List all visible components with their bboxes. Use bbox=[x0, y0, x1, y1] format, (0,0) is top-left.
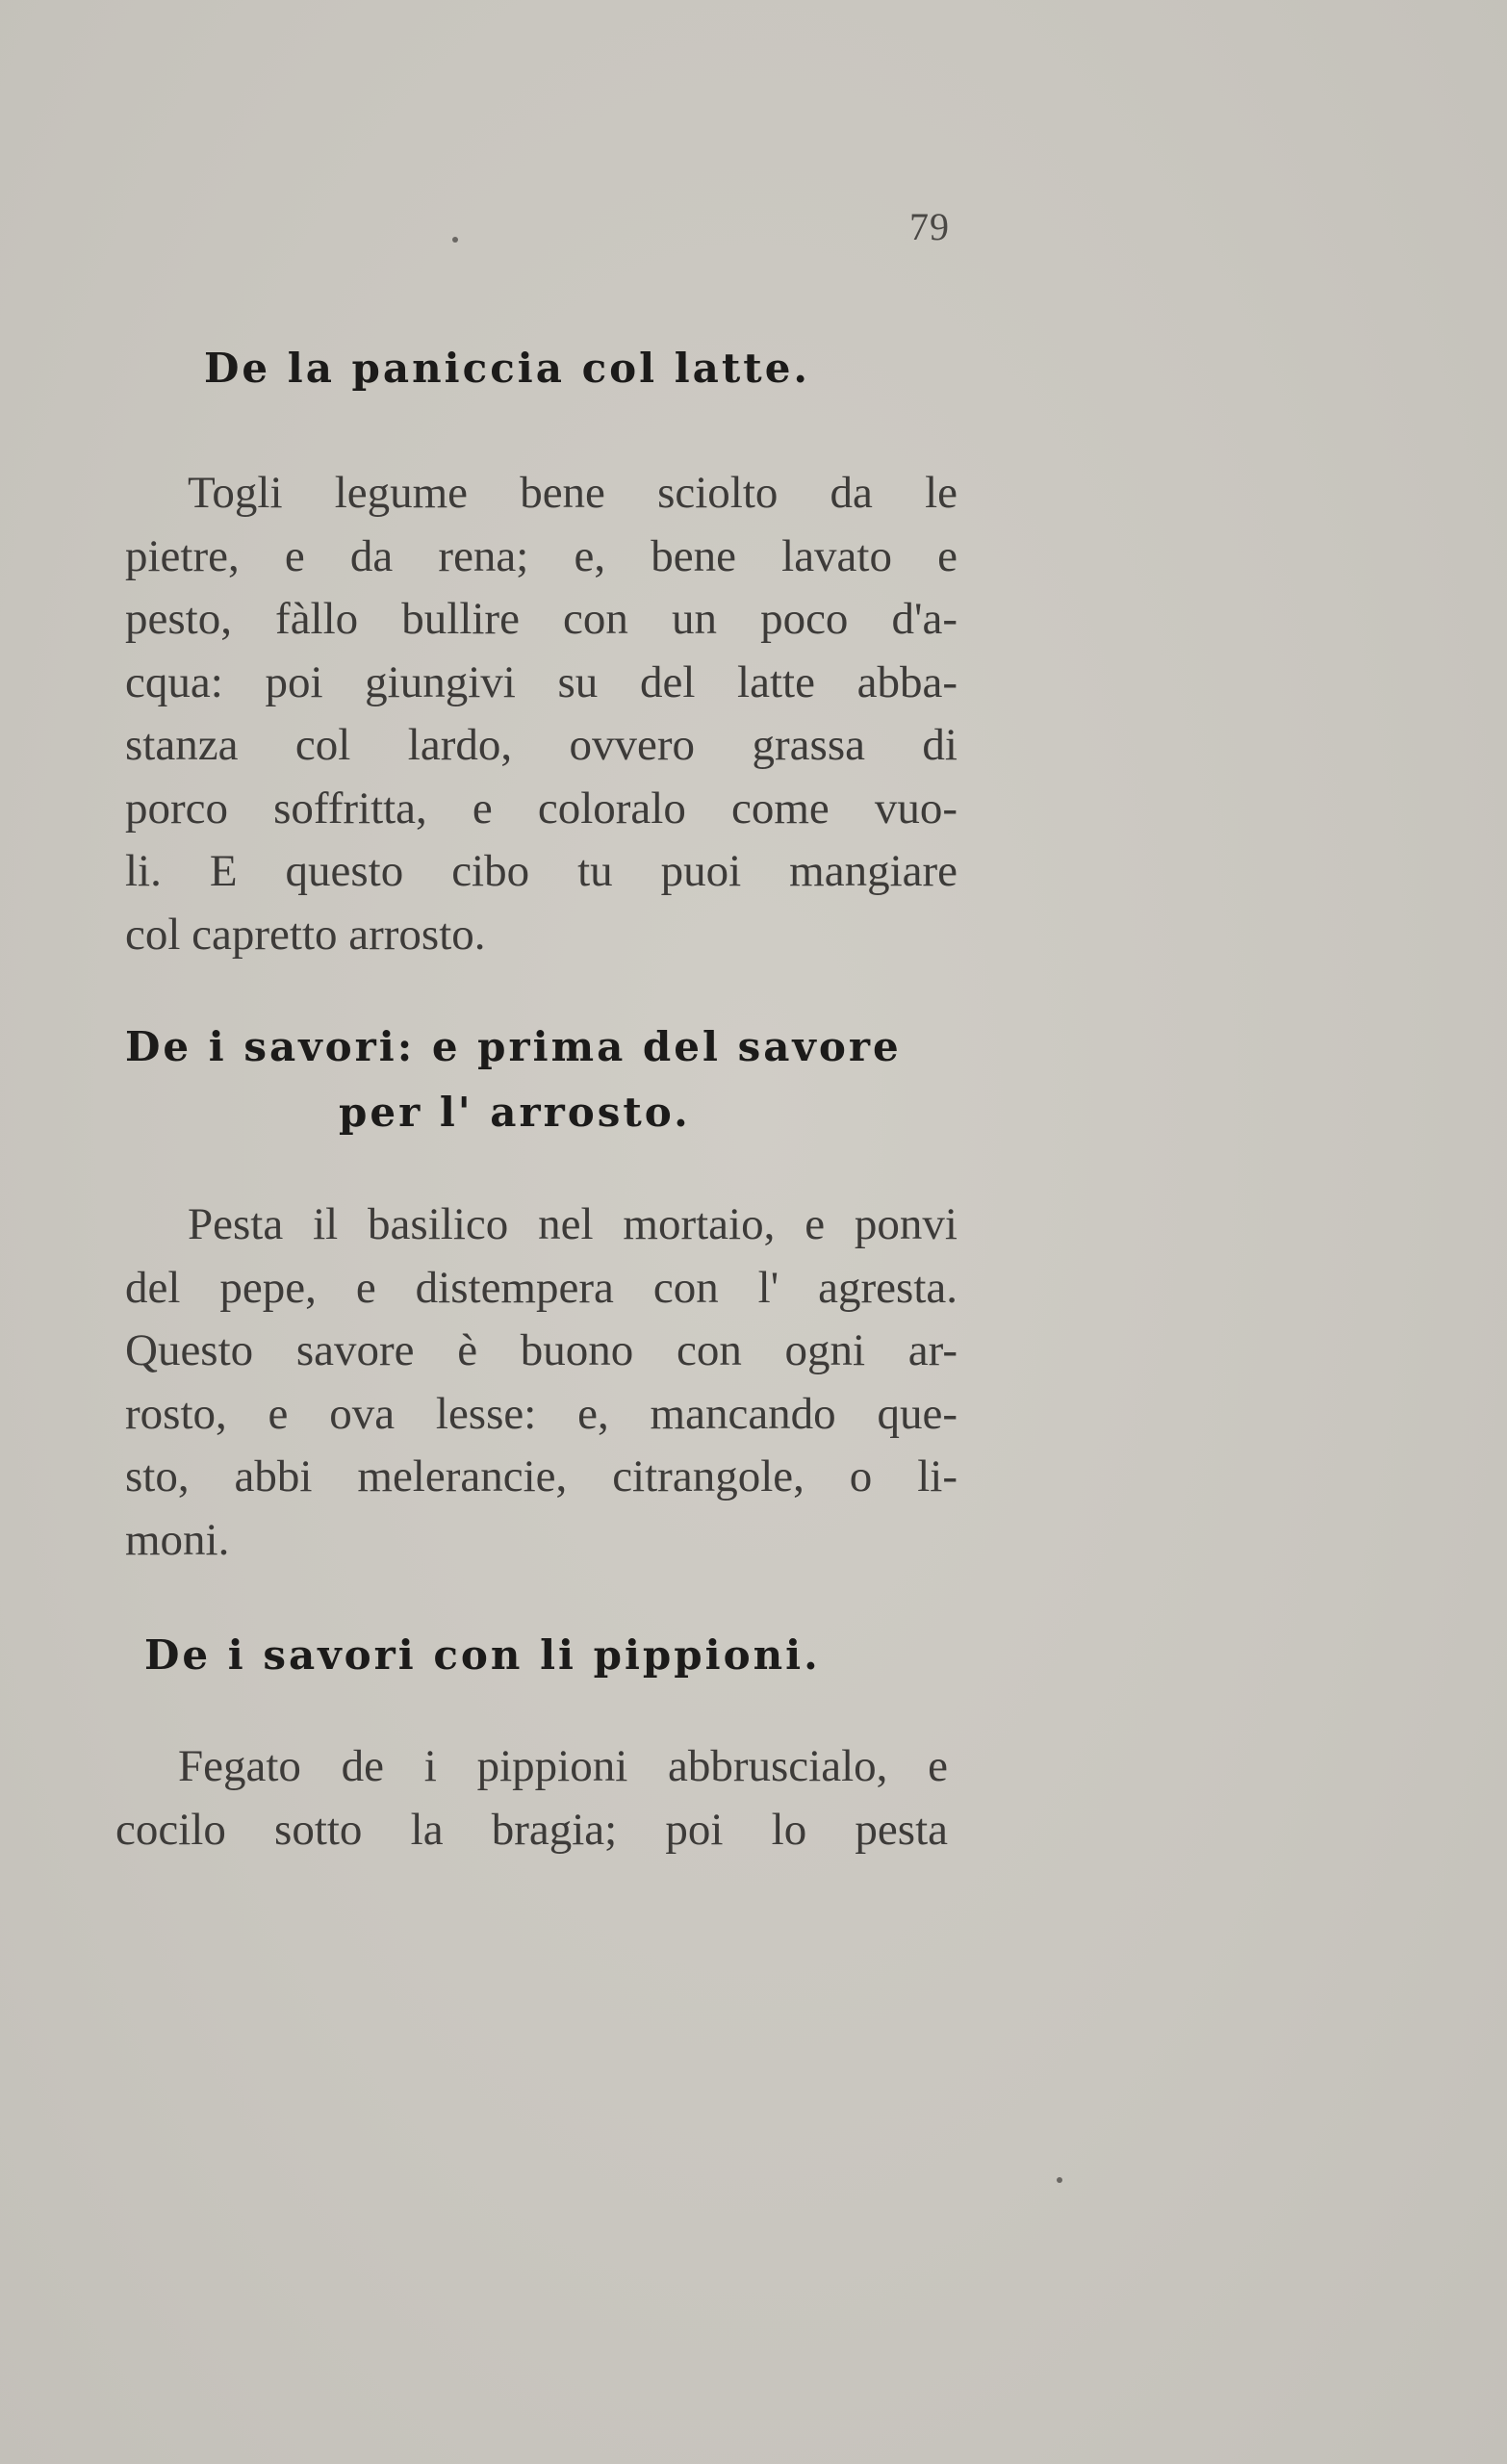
ink-speck bbox=[1057, 2177, 1062, 2183]
text-line: pesto, fàllo bullire con un poco d'a- bbox=[125, 594, 958, 644]
text-line: li. E questo cibo tu puoi mangiare bbox=[125, 846, 958, 896]
text-line: cqua: poi giungivi su del latte abba- bbox=[125, 656, 958, 707]
text-line: cocilo sotto la bragia; poi lo pesta bbox=[115, 1804, 948, 1855]
text-line: pietre, e da rena; e, bene lavato e bbox=[125, 530, 958, 581]
text-line: sto, abbi melerancie, citrangole, o li- bbox=[125, 1451, 958, 1502]
text-line: Togli legume bene sciolto da le bbox=[188, 468, 958, 518]
paragraph bbox=[125, 462, 958, 966]
text-line: moni. bbox=[125, 1514, 230, 1565]
text-line: Questo savore è buono con ogni ar- bbox=[125, 1325, 958, 1375]
text-line: stanza col lardo, ovvero grassa di bbox=[125, 720, 958, 770]
paragraph bbox=[115, 1735, 948, 1861]
paragraph bbox=[125, 1194, 958, 1572]
ink-speck bbox=[452, 237, 458, 243]
text-line: rosto, e ova lesse: e, mancando que- bbox=[125, 1388, 958, 1439]
page-number: 79 bbox=[909, 205, 950, 248]
text-line: col capretto arrosto. bbox=[125, 909, 486, 960]
text-line: porco soffritta, e coloralo come vuo- bbox=[125, 783, 958, 834]
text-line: Fegato de i pippioni abbruscialo, e bbox=[178, 1741, 948, 1791]
text-line: del pepe, e distempera con l' agresta. bbox=[125, 1262, 958, 1313]
section-heading: De i savori: e prima del savore bbox=[125, 1023, 902, 1070]
section-heading: De la paniccia col latte. bbox=[204, 345, 811, 392]
section-heading: De i savori con li pippioni. bbox=[144, 1631, 821, 1679]
section-heading-continuation: per l' arrosto. bbox=[339, 1089, 691, 1136]
text-line: Pesta il basilico nel mortaio, e ponvi bbox=[188, 1199, 958, 1249]
